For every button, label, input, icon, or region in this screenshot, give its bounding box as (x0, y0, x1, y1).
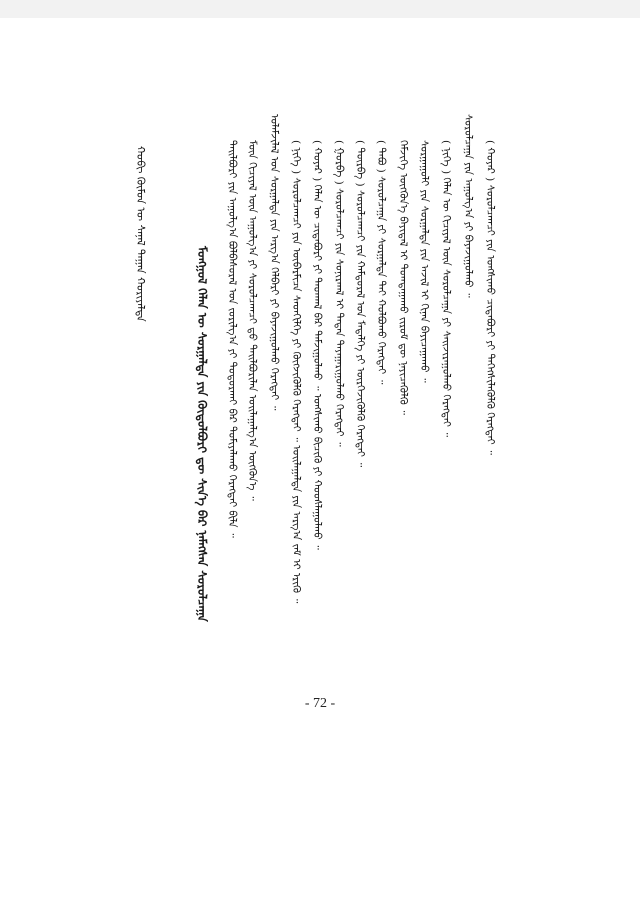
text-column-12: ᠰᠤᠷᠤᠯᠴᠠᠭᠠ ᠶᠢᠨ ᠠᠭᠤᠯᠭ᠎ᠠ ᠶᠢ ᠪᠠᠶᠠᠵᠢᠭᠤᠯᠬᠤ ᠃ (462, 114, 474, 298)
text-column-11: ( ᠨᠢᠭᠡ ) ᠬᠡᠯᠡᠨ ᠦ ᠬᠢᠴᠢᠶᠡᠯ ᠦᠨ ᠰᠤᠷᠤᠯᠴᠠᠭᠠ ᠶᠢ ᠰᠠᠢᠵᠢᠷᠠᠭᠤᠯᠬᠤ ᠬᠡᠷᠡᠭᠲᠡᠢ ᠃ (440, 140, 452, 438)
text-column-3: ᠤᠯᠠᠮᠵᠢᠯᠠᠯ ᠤᠨ ᠰᠤᠷᠭᠠᠯᠲᠠ ᠶᠢᠨ ᠠᠷᠭ᠎ᠠ ᠬᠡᠯᠪᠡᠷᠢ ᠶᠢ ᠪᠠᠶᠠᠵᠢᠭᠤᠯᠬᠤ ᠬᠡᠷᠡᠭᠲᠡᠢ ᠃ (268, 114, 280, 411)
text-column-4: ( ᠨᠢᠭᠡ ) ᠰᠤᠷᠤᠯᠴᠠᠭᠴᠢ ᠶᠢᠨ ᠥᠪᠡᠷᠮᠢᠴᠡ ᠰᠡᠳᠭᠢᠯᠭᠡ ᠶᠢ ᠬᠥᠭᠵᠢᠭᠦᠯᠬᠦ ᠬᠡᠷᠡᠭᠲᠡᠢ ᠃ ᠣᠢᠯᠠᠭᠠᠯᠲᠠ ᠶᠢᠨ ᠠᠷᠭ᠎ᠠ ᠵᠠᠮ ᠢ ᠡᠷᠢᠬᠦ ᠃ (290, 140, 302, 604)
text-column-1: ᠲᠠᠢᠯᠪᠤᠷᠢ ᠶᠢᠨ ᠠᠭᠤᠯᠭ᠎ᠠ ᠪᠣᠯᠪᠠᠰᠤᠷᠠᠯ ᠤᠨ ᠵᠣᠷᠢᠯᠭ᠎ᠠ ᠶᠢ ᠲᠣᠳᠣᠷᠬᠠᠢ ᠪᠠᠷ ᠲᠣᠮᠢᠶᠠᠯᠠᠬᠤ ᠬᠡᠷᠡᠭᠲᠡᠢ ᠪᠢᠯᠡ ᠃ (226, 140, 238, 538)
section-title: ᠮᠣᠩᠭᠣᠯ ᠬᠡᠯᠡᠨ ᠦ ᠰᠤᠷᠭᠠᠯᠲᠠ ᠶᠢᠨ ᠬᠥᠲᠥᠯᠪᠦᠷᠢ ᠳᠦ ᠰᠢᠨ᠎ᠡ ᠪᠠᠷ ᠨᠡᠮᠡᠭᠰᠡᠨ ᠰᠤᠷᠤᠯᠴᠠᠭᠠ (195, 246, 209, 622)
text-column-9: ᠬᠡᠮᠵᠢᠭᠡ ᠥᠭᠭᠦᠨ᠎ᠡ ᠪᠠᠶᠢᠳᠠᠯ ᠢ ᠲᠣᠭᠲᠠᠭᠠᠬᠤ ᠵᠢᠷᠤᠮ ᠳᠦ ᠨᠡᠶᠢᠴᠡᠭᠦᠯᠬᠦ ᠃ (397, 140, 409, 415)
header-line: ᠬᠤᠪᠢ ᠬᠦᠮᠦᠨ ᠦ ᠰᠠᠨᠠᠯ ᠳᠠᠭᠠᠨ ᠬᠤᠷᠢᠶᠠᠯᠲᠠ (134, 146, 147, 322)
document-page (0, 18, 640, 905)
text-column-10: ᠰᠤᠷᠭᠠᠭᠤᠯᠢ ᠶᠢᠨ ᠰᠤᠷᠭᠠᠯᠲᠠ ᠶᠢᠨ ᠠᠵᠢᠯ ᠢ ᠬᠢᠨᠠᠨ ᠪᠠᠶᠢᠴᠠᠭᠠᠬᠤ ᠃ (418, 140, 430, 383)
text-column-13: ( ᠬᠣᠶᠠᠷ ) ᠰᠤᠷᠤᠯᠴᠠᠭᠴᠢ ᠶᠢᠨ ᠤᠩᠰᠢᠬᠤ ᠴᠢᠳᠠᠪᠤᠷᠢ ᠶᠢ ᠳᠡᠭᠡᠭᠰᠢᠯᠡᠭᠦᠯᠬᠦ ᠬᠡᠷᠡᠭᠲᠡᠢ ᠃ (484, 140, 496, 455)
page-number: - 72 - (304, 696, 336, 711)
top-band (0, 0, 640, 18)
text-column-7: ( ᠳᠥᠷᠪᠡ ) ᠰᠤᠷᠤᠯᠴᠠᠭᠴᠢ ᠶᠢᠨ ᠬᠠᠮᠲᠤᠷᠠᠯ ᠤᠨ ᠮᠡᠳᠡᠯᠭᠡ ᠶᠢ ᠥᠷᠭᠡᠵᠢᠭᠦᠯᠬᠦ ᠬᠡᠷᠡᠭᠲᠡᠢ ᠃ (354, 140, 366, 468)
text-column-8: ( ᠲᠠᠪᠤ ) ᠰᠤᠷᠤᠯᠴᠠᠭᠠ ᠶᠢ ᠰᠤᠷᠭᠠᠯᠲᠠ ᠲᠠᠢ ᠬᠣᠯᠪᠣᠬᠤ ᠬᠡᠷᠡᠭᠲᠡᠢ ᠃ (375, 140, 387, 385)
text-column-2: ᠮᠥᠨ ᠬᠢᠴᠢᠶᠡᠯ ᠦᠨ ᠠᠭᠤᠯᠭ᠎ᠠ ᠶᠢ ᠰᠤᠷᠤᠯᠴᠠᠭᠴᠢ ᠳ᠋ᠤ ᠲᠠᠢᠯᠪᠤᠷᠢᠯᠠᠨ ᠣᠢᠯᠠᠭᠠᠯᠭ᠎ᠠ ᠥᠭᠭᠦᠨ᠎ᠡ ᠃ (246, 140, 258, 501)
text-column-6: ( ᠭᠤᠷᠪᠠ ) ᠰᠤᠷᠤᠯᠴᠠᠭᠴᠢ ᠶᠢᠨ ᠰᠣᠨᠢᠷᠬᠠᠯ ᠢ ᠲᠠᠲᠠᠨ ᠳᠠᠶᠠᠭᠠᠷᠢᠭᠤᠯᠬᠤ ᠬᠡᠷᠡᠭᠲᠡᠢ ᠃ (333, 140, 345, 447)
text-column-5: ( ᠬᠣᠶᠠᠷ ) ᠬᠡᠯᠡᠨ ᠦ ᠴᠢᠳᠠᠪᠤᠷᠢ ᠶᠢ ᠳᠠᠳᠬᠠᠯ ᠪᠠᠷ ᠳᠠᠮᠵᠢᠭᠤᠯᠬᠤ ᠃ ᠤᠩᠰᠢᠬᠤ ᠪᠢᠴᠢᠬᠦ ᠶᠢ ᠬᠣᠤᠰᠯᠠᠭᠤᠯᠬᠤ ᠃ (311, 140, 323, 550)
